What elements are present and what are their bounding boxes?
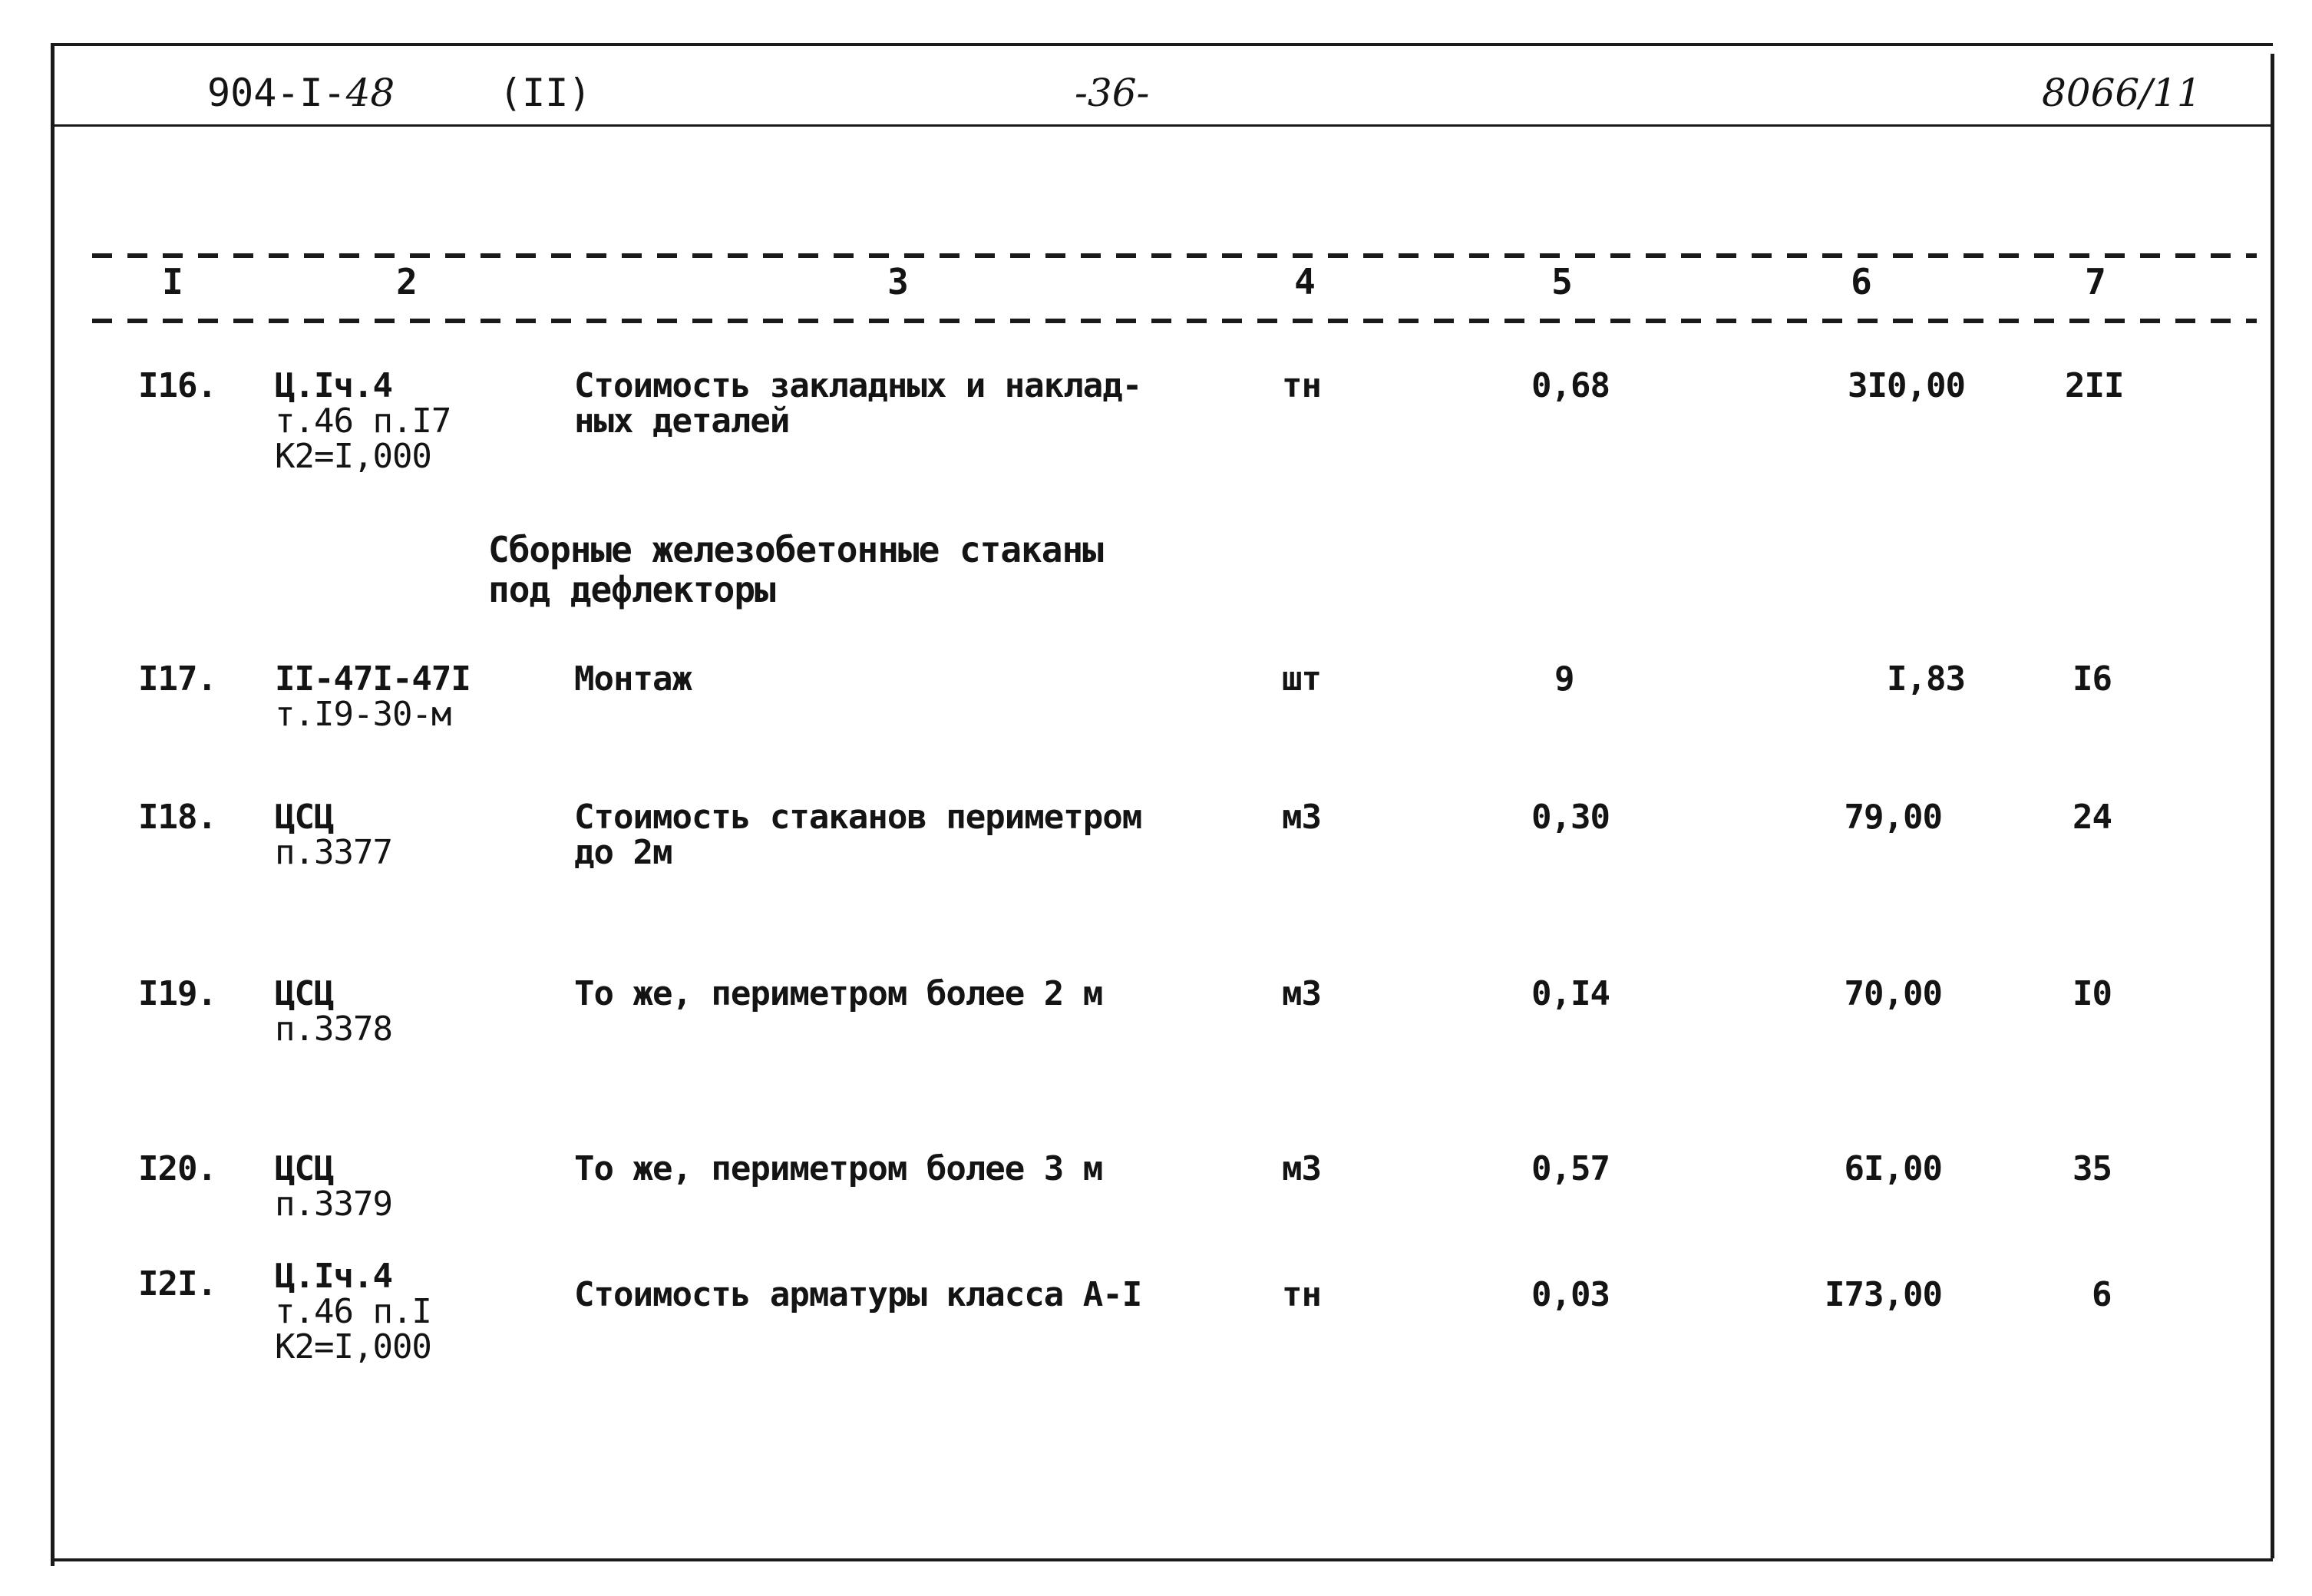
row-price: I,83: [1887, 659, 1965, 699]
row-unit: м3: [1282, 1149, 1321, 1188]
row-quantity: 9: [1554, 659, 1574, 699]
row-number: I20.: [138, 1149, 216, 1188]
row-quantity: 0,03: [1531, 1275, 1610, 1314]
row-unit: м3: [1282, 974, 1321, 1013]
row-price: 6I,00: [1844, 1149, 1942, 1188]
column-header: 5: [1551, 261, 1573, 302]
row-description: Стоимость стаканов периметром до 2м: [574, 798, 1142, 872]
row-total: 35: [2073, 1149, 2112, 1188]
row-total: I0: [2073, 974, 2112, 1013]
row-unit: тн: [1282, 1275, 1321, 1314]
row-price: I73,00: [1825, 1275, 1942, 1314]
row-reference: II-47I-47I т.I9-30-м: [275, 659, 471, 734]
column-header: 3: [887, 261, 909, 302]
table-header-rule: [92, 319, 2257, 323]
frame-left-line: [51, 46, 54, 1566]
row-unit: м3: [1282, 798, 1321, 837]
row-quantity: 0,30: [1531, 798, 1610, 837]
doc-part: (II): [499, 71, 592, 115]
row-description: То же, периметром более 2 м: [574, 974, 1103, 1013]
sheet-code: 8066/11: [2042, 71, 2201, 115]
row-number: I19.: [138, 974, 216, 1013]
row-reference: ЦСЦ п.3379: [275, 1149, 392, 1224]
column-header: 7: [2085, 261, 2106, 302]
column-header: I: [162, 261, 183, 302]
row-quantity: 0,57: [1531, 1149, 1610, 1188]
row-quantity: 0,68: [1531, 366, 1610, 405]
row-description: Монтаж: [574, 659, 692, 699]
row-unit: шт: [1282, 659, 1321, 699]
row-total: 6: [2092, 1275, 2112, 1314]
row-price: 3I0,00: [1848, 366, 1965, 405]
column-header: 6: [1851, 261, 1872, 302]
frame-right-line: [2271, 54, 2274, 1558]
row-reference: Ц.Iч.4 т.46 п.I7 К2=I,000: [275, 366, 451, 476]
column-header: 2: [396, 261, 418, 302]
row-quantity: 0,I4: [1531, 974, 1610, 1013]
doc-code: 904-I-48: [207, 71, 395, 115]
frame-bottom-line: [51, 1558, 2273, 1561]
section-heading: Сборные железобетонные стаканы под дефлекторы: [488, 529, 1103, 610]
table-top-rule: [92, 253, 2257, 258]
frame-top-line: [51, 43, 2273, 46]
row-unit: тн: [1282, 366, 1321, 405]
row-reference: ЦСЦ п.3377: [275, 798, 392, 872]
row-reference: Ц.Iч.4 т.46 п.I К2=I,000: [275, 1257, 431, 1366]
header-rule: [51, 124, 2273, 127]
column-header: 4: [1294, 261, 1316, 302]
row-reference: ЦСЦ п.3378: [275, 974, 392, 1049]
row-number: I18.: [138, 798, 216, 837]
row-number: I16.: [138, 366, 216, 405]
row-total: I6: [2073, 659, 2112, 699]
row-number: I17.: [138, 659, 216, 699]
row-description: Стоимость арматуры класса А-I: [574, 1275, 1142, 1314]
row-total: 2II: [2065, 366, 2124, 405]
row-description: То же, периметром более 3 м: [574, 1149, 1103, 1188]
row-price: 70,00: [1844, 974, 1942, 1013]
row-number: I2I.: [138, 1264, 216, 1304]
row-price: 79,00: [1844, 798, 1942, 837]
row-total: 24: [2073, 798, 2112, 837]
row-description: Стоимость закладных и наклад- ных деталей: [574, 366, 1142, 441]
page-number: -36-: [1075, 71, 1150, 115]
